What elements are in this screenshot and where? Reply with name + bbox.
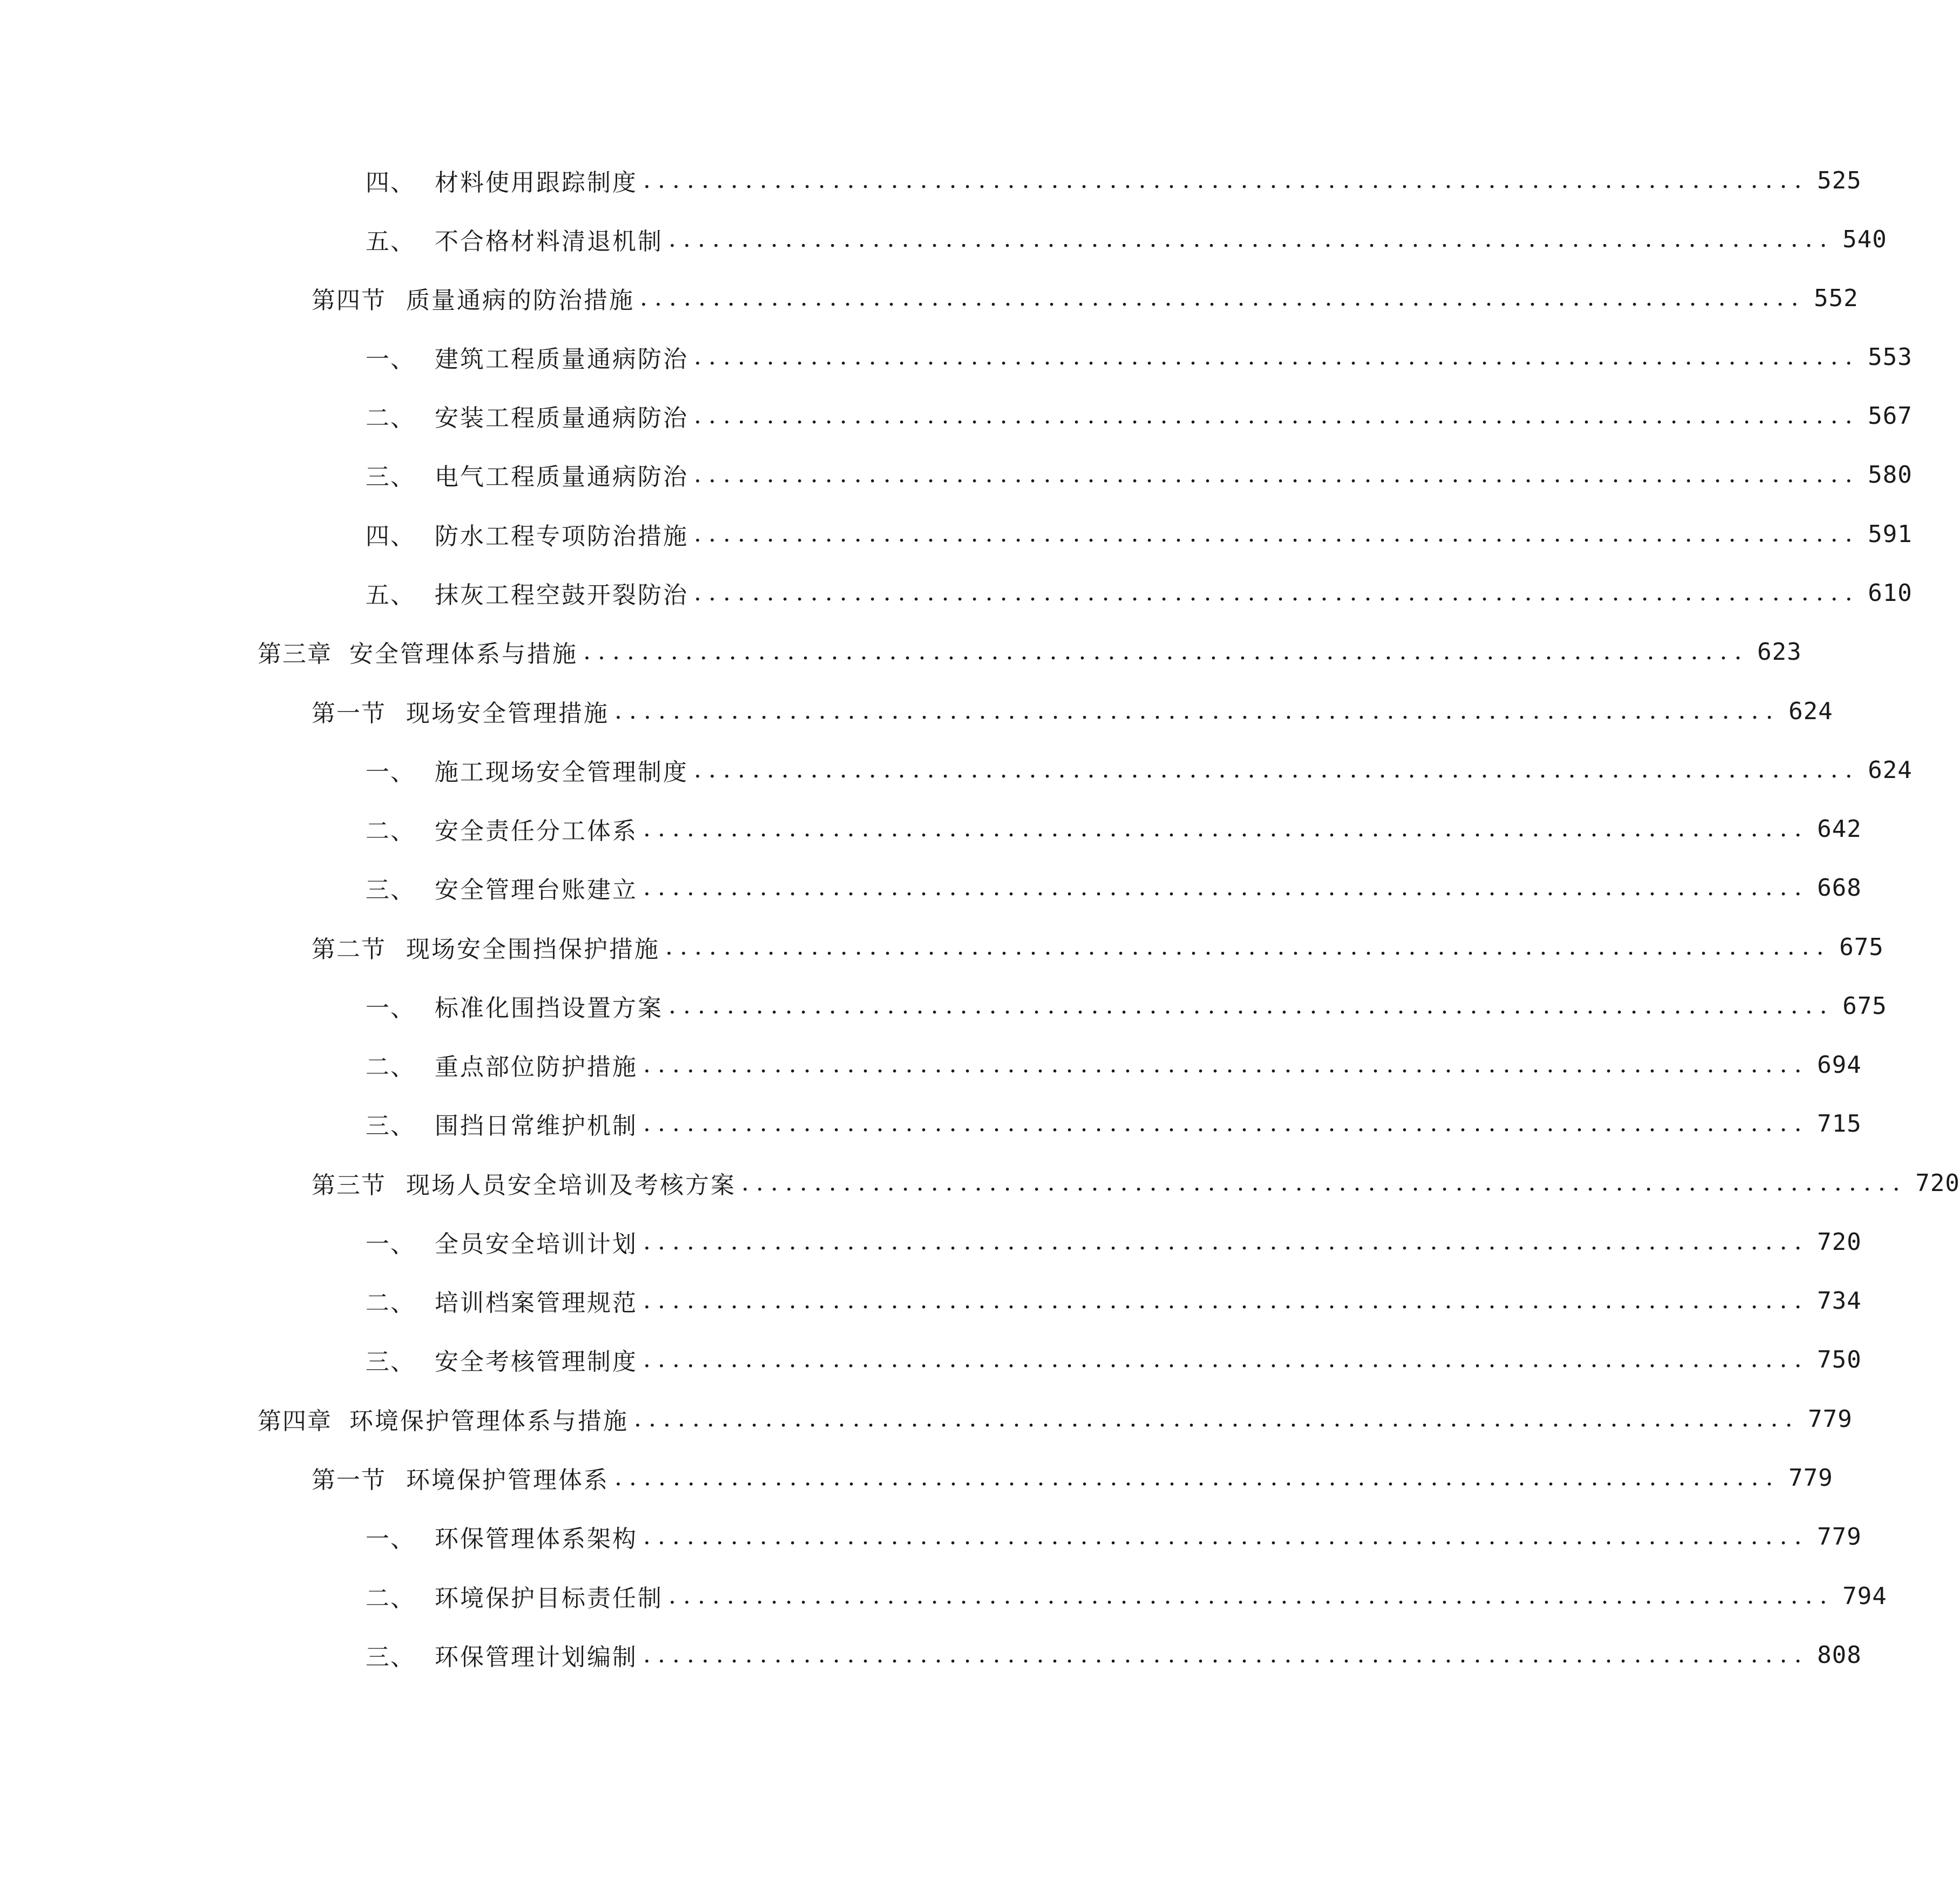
toc-entry-title: 安全管理台账建立 xyxy=(435,876,638,904)
toc-entry-number: 二、 xyxy=(366,1585,415,1612)
toc-entry-title: 质量通病的防治措施 xyxy=(406,287,634,314)
toc-entry-number: 五、 xyxy=(366,581,415,609)
toc-entry-title: 不合格材料清退机制 xyxy=(435,228,663,255)
toc-entry-title: 安全管理体系与措施 xyxy=(349,640,578,668)
toc-entry-title: 防水工程专项防治措施 xyxy=(435,523,688,550)
toc-dot-leader: ................................................................................ xyxy=(614,697,1780,725)
toc-page-number: 808 xyxy=(1817,1641,1862,1669)
toc-entry-number: 三、 xyxy=(366,1643,415,1671)
toc-entry-title: 环保管理体系架构 xyxy=(435,1525,638,1553)
toc-entry-title: 现场安全管理措施 xyxy=(406,700,609,727)
toc-page-number: 715 xyxy=(1817,1110,1862,1138)
toc-page-number: 779 xyxy=(1808,1405,1853,1433)
toc-dot-leader: ................................................................................ xyxy=(614,1464,1780,1491)
toc-entry[interactable] xyxy=(366,569,1912,617)
toc-entry-number: 一、 xyxy=(366,1525,415,1553)
toc-entry-title: 安全责任分工体系 xyxy=(435,817,638,845)
toc-dot-leader: ................................................................................ xyxy=(694,756,1860,783)
toc-page-number: 624 xyxy=(1868,756,1912,784)
toc-entry[interactable] xyxy=(312,1453,1833,1502)
toc-entry-title: 抹灰工程空鼓开裂防治 xyxy=(435,581,688,609)
toc-entry[interactable] xyxy=(366,982,1887,1030)
toc-dot-leader: ................................................................................ xyxy=(694,343,1860,370)
toc-entry[interactable] xyxy=(366,1099,1862,1148)
toc-entry[interactable] xyxy=(366,1217,1862,1266)
toc-entry-number: 一、 xyxy=(366,995,415,1022)
toc-page-number: 694 xyxy=(1817,1051,1862,1079)
toc-entry-number: 第一节 xyxy=(312,1466,386,1494)
toc-entry-number: 二、 xyxy=(366,1289,415,1317)
toc-entry[interactable] xyxy=(366,510,1912,558)
toc-page-number: 552 xyxy=(1814,284,1858,312)
toc-page-number: 794 xyxy=(1842,1582,1887,1610)
toc-entry-title: 建筑工程质量通病防治 xyxy=(435,346,688,373)
toc-entry-title: 现场人员安全培训及考核方案 xyxy=(406,1172,736,1199)
toc-page-number: 750 xyxy=(1817,1345,1862,1374)
toc-entry-number: 二、 xyxy=(366,1053,415,1081)
toc-entry-title: 环境保护目标责任制 xyxy=(435,1585,663,1612)
toc-entry-number: 二、 xyxy=(366,404,415,432)
toc-page-number: 624 xyxy=(1788,697,1833,725)
toc-page-number: 675 xyxy=(1839,933,1884,961)
toc-entry-title: 电气工程质量通病防治 xyxy=(435,463,688,491)
toc-entry[interactable] xyxy=(366,1276,1862,1325)
toc-page-number: 734 xyxy=(1817,1287,1862,1315)
toc-dot-leader: ................................................................................ xyxy=(668,225,1834,253)
toc-entry[interactable] xyxy=(366,391,1912,440)
toc-entry[interactable] xyxy=(366,1631,1862,1679)
toc-page-number: 540 xyxy=(1842,225,1887,253)
toc-dot-leader: ................................................................................ xyxy=(694,520,1860,547)
toc-entry[interactable] xyxy=(366,863,1862,912)
toc-entry[interactable] xyxy=(366,1335,1862,1384)
toc-entry-title: 环境保护管理体系 xyxy=(406,1466,609,1494)
toc-entry-number: 一、 xyxy=(366,1230,415,1258)
toc-entry-number: 三、 xyxy=(366,1112,415,1140)
toc-page-number: 553 xyxy=(1868,343,1912,371)
toc-dot-leader: ................................................................................ xyxy=(643,1287,1809,1314)
toc-entry[interactable] xyxy=(366,1512,1862,1561)
toc-entry-number: 三、 xyxy=(366,1348,415,1376)
toc-dot-leader: ................................................................................ xyxy=(643,166,1809,194)
toc-dot-leader: ................................................................................ xyxy=(643,1523,1809,1550)
toc-entry-number: 第四章 xyxy=(258,1408,332,1435)
toc-entry-number: 三、 xyxy=(366,463,415,491)
toc-entry[interactable] xyxy=(258,1395,1853,1443)
toc-dot-leader: ................................................................................ xyxy=(640,284,1806,312)
toc-entry-title: 安全考核管理制度 xyxy=(435,1348,638,1376)
toc-entry-number: 四、 xyxy=(366,169,415,197)
toc-page-number: 720 xyxy=(1817,1228,1862,1256)
toc-dot-leader: ................................................................................ xyxy=(665,933,1831,960)
toc-entry-title: 标准化围挡设置方案 xyxy=(435,995,663,1022)
toc-entry-number: 三、 xyxy=(366,876,415,904)
toc-entry-number: 第四节 xyxy=(312,287,386,314)
toc-entry[interactable] xyxy=(258,627,1802,676)
toc-entry-number: 第三章 xyxy=(258,640,332,668)
toc-entry[interactable] xyxy=(366,1040,1862,1089)
toc-entry-title: 环保管理计划编制 xyxy=(435,1643,638,1671)
toc-entry-number: 第三节 xyxy=(312,1172,386,1199)
toc-dot-leader: ................................................................................ xyxy=(694,461,1860,488)
toc-entry[interactable] xyxy=(312,274,1858,322)
toc-page-number: 525 xyxy=(1817,166,1862,194)
toc-dot-leader: ................................................................................ xyxy=(583,638,1749,665)
toc-dot-leader: ................................................................................ xyxy=(668,1582,1834,1609)
toc-dot-leader: ................................................................................ xyxy=(643,1110,1809,1137)
toc-dot-leader: ................................................................................ xyxy=(643,1051,1809,1078)
toc-entry-title: 围挡日常维护机制 xyxy=(435,1112,638,1140)
toc-page-number: 610 xyxy=(1868,579,1912,607)
toc-page-number: 779 xyxy=(1817,1523,1862,1551)
toc-entry-title: 现场安全围挡保护措施 xyxy=(406,936,660,963)
toc-entry[interactable] xyxy=(366,333,1912,381)
toc-entry[interactable] xyxy=(366,1572,1887,1620)
toc-entry-title: 重点部位防护措施 xyxy=(435,1053,638,1081)
toc-entry[interactable] xyxy=(312,923,1884,971)
toc-page-number: 623 xyxy=(1757,638,1802,666)
toc-entry[interactable] xyxy=(312,687,1833,735)
toc-entry-title: 环境保护管理体系与措施 xyxy=(349,1408,628,1435)
toc-entry-number: 二、 xyxy=(366,817,415,845)
toc-page-number: 642 xyxy=(1817,815,1862,843)
toc-dot-leader: ................................................................................ xyxy=(643,1345,1809,1373)
toc-page-number: 580 xyxy=(1868,461,1912,489)
toc-dot-leader: ................................................................................ xyxy=(643,874,1809,901)
toc-entry-title: 全员安全培训计划 xyxy=(435,1230,638,1258)
toc-entry[interactable] xyxy=(366,746,1912,794)
toc-entry-number: 一、 xyxy=(366,759,415,786)
toc-entry-number: 第二节 xyxy=(312,936,386,963)
toc-entry-number: 第一节 xyxy=(312,700,386,727)
toc-entry-number: 四、 xyxy=(366,523,415,550)
toc-dot-leader: ................................................................................ xyxy=(643,1228,1809,1255)
toc-entry[interactable] xyxy=(366,215,1887,263)
toc-entry[interactable] xyxy=(366,450,1912,499)
toc-dot-leader: ................................................................................ xyxy=(694,402,1860,429)
toc-entry-title: 材料使用跟踪制度 xyxy=(435,169,638,197)
toc-dot-leader: ................................................................................ xyxy=(634,1405,1800,1432)
toc-entry-title: 培训档案管理规范 xyxy=(435,1289,638,1317)
toc-dot-leader: ................................................................................ xyxy=(643,1641,1809,1668)
toc-entry-number: 一、 xyxy=(366,346,415,373)
toc-dot-leader: ................................................................................ xyxy=(741,1169,1907,1196)
toc-entry[interactable] xyxy=(312,1159,1960,1207)
toc-page-number: 675 xyxy=(1842,992,1887,1020)
toc-entry[interactable] xyxy=(366,804,1862,853)
toc-entry[interactable] xyxy=(366,156,1862,205)
toc-page-number: 720 xyxy=(1915,1169,1960,1197)
toc-entry-number: 五、 xyxy=(366,228,415,255)
toc-entry-title: 安装工程质量通病防治 xyxy=(435,404,688,432)
toc-dot-leader: ................................................................................ xyxy=(668,992,1834,1019)
toc-page-number: 591 xyxy=(1868,520,1912,548)
toc-dot-leader: ................................................................................ xyxy=(694,579,1860,606)
toc-page-number: 668 xyxy=(1817,874,1862,902)
toc-dot-leader: ................................................................................ xyxy=(643,815,1809,842)
toc-entry-title: 施工现场安全管理制度 xyxy=(435,759,688,786)
toc-page-number: 779 xyxy=(1788,1464,1833,1492)
toc-page-number: 567 xyxy=(1868,402,1912,430)
